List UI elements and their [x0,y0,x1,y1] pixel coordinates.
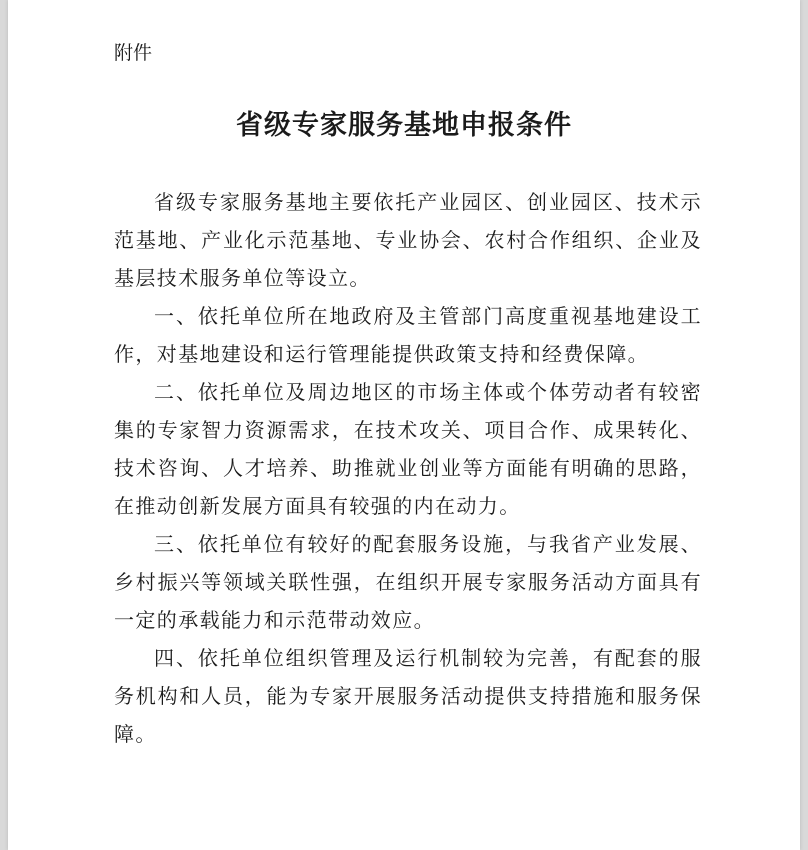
paragraph-condition-2: 二、依托单位及周边地区的市场主体或个体劳动者有较密集的专家智力资源需求，在技术攻关、项目合作、成果转化、技术咨询、人才培养、助推就业创业等方面能有明确的思路，在推动创新发展方面具有较强的内在动力。 [114,380,702,518]
paragraph-condition-3: 三、依托单位有较好的配套服务设施，与我省产业发展、乡村振兴等领域关联性强，在组织开展专家服务活动方面具有一定的承载能力和示范带动效应。 [114,532,702,632]
attachment-label: 附件 [114,42,153,64]
document-body [114,183,702,753]
document-page [8,0,800,850]
document-title: 省级专家服务基地申报条件 [236,110,572,141]
paragraph-intro: 省级专家服务基地主要依托产业园区、创业园区、技术示范基地、产业化示范基地、专业协会、农村合作组织、企业及基层技术服务单位等设立。 [114,190,702,290]
paragraph-condition-4: 四、依托单位组织管理及运行机制较为完善，有配套的服务机构和人员，能为专家开展服务活动提供支持措施和服务保障。 [114,646,702,746]
paragraph-condition-1: 一、依托单位所在地政府及主管部门高度重视基地建设工作，对基地建设和运行管理能提供政策支持和经费保障。 [114,304,702,366]
